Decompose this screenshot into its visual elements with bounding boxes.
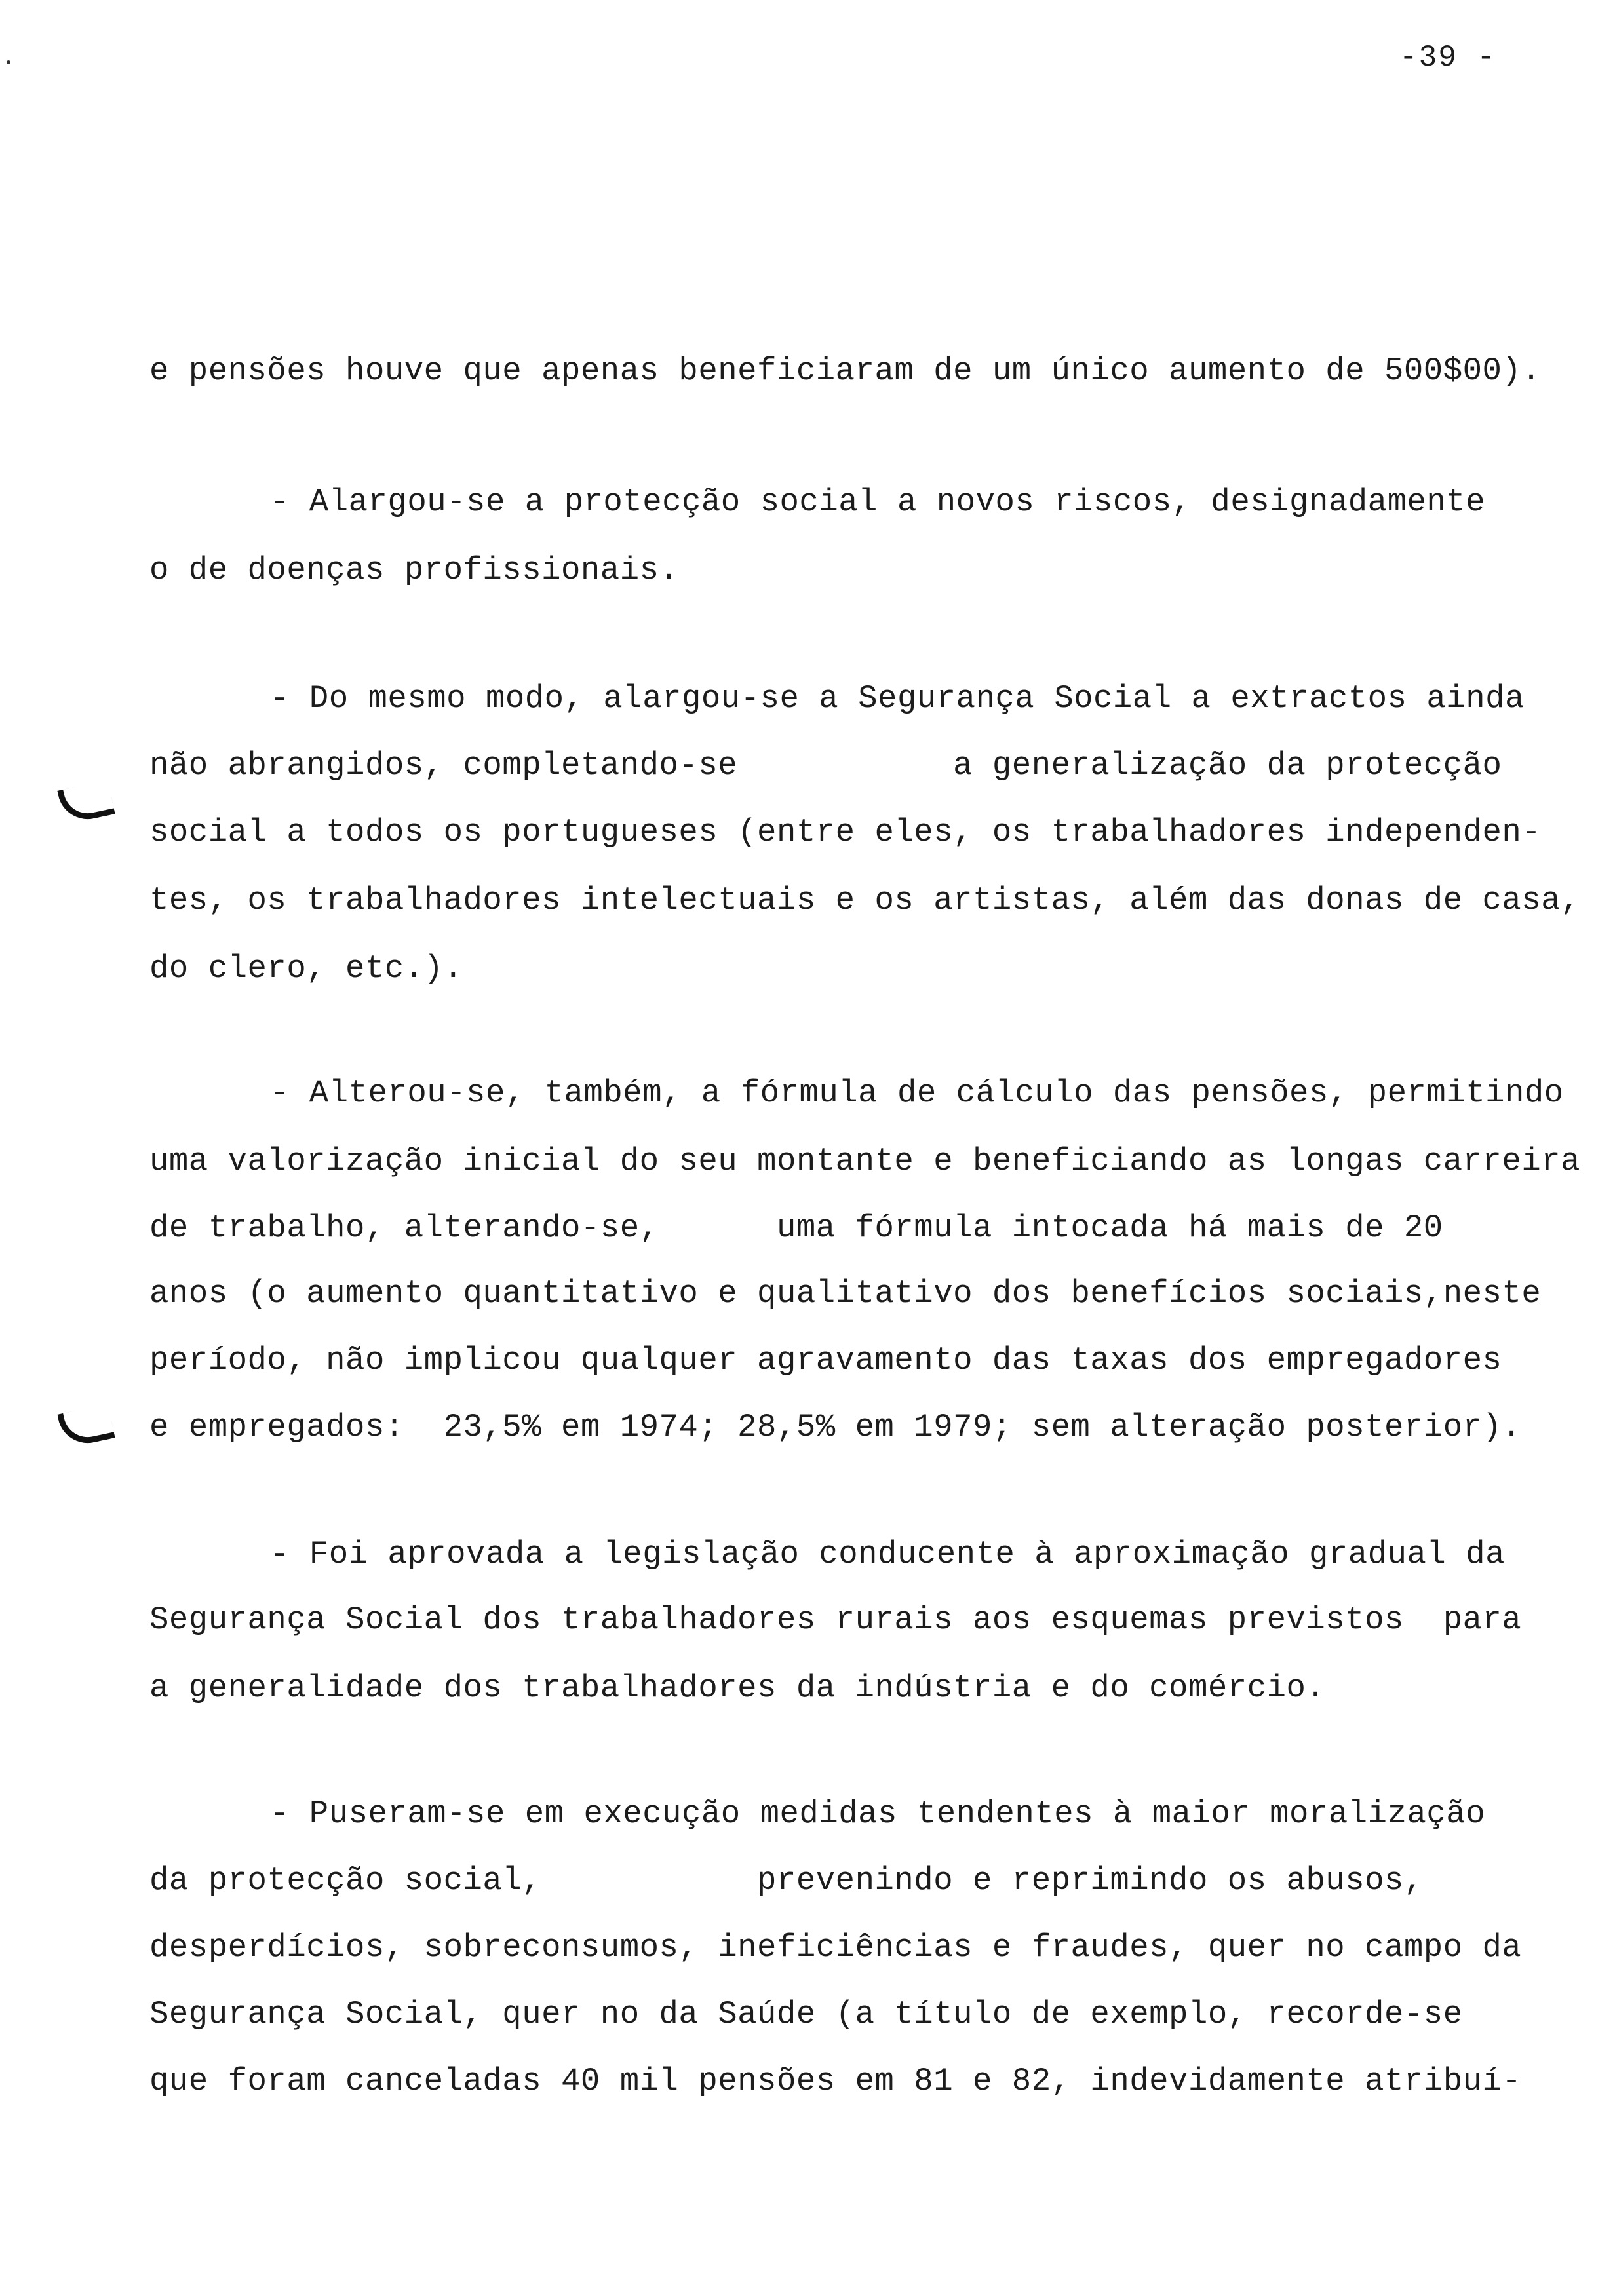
text-line: - Alterou-se, também, a fórmula de cálculo das pensões, permitindo — [270, 1075, 1564, 1111]
margin-check-mark — [57, 1404, 115, 1448]
text-line: da protecção social, prevenindo e reprimindo os abusos, — [149, 1862, 1424, 1899]
text-line: que foram canceladas 40 mil pensões em 81 e 82, indevidamente atribuí- — [149, 2063, 1522, 2099]
text-line: e pensões houve que apenas beneficiaram de um único aumento de 500$00). — [149, 353, 1542, 389]
text-line: Segurança Social dos trabalhadores rurais aos esquemas previstos para — [149, 1601, 1522, 1638]
text-line: o de doenças profissionais. — [149, 552, 679, 588]
text-line: a generalidade dos trabalhadores da indústria e do comércio. — [149, 1670, 1326, 1706]
margin-speck — [7, 60, 10, 64]
text-line: - Puseram-se em execução medidas tendentes à maior moralização — [270, 1795, 1486, 1832]
text-line: anos (o aumento quantitativo e qualitativo dos benefícios sociais,neste — [149, 1275, 1542, 1312]
text-line: Segurança Social, quer no da Saúde (a título de exemplo, recorde-se — [149, 1996, 1463, 2033]
text-line: do clero, etc.). — [149, 950, 463, 987]
text-line: e empregados: 23,5% em 1974; 28,5% em 1979; sem alteração posterior). — [149, 1409, 1522, 1445]
text-line: social a todos os portugueses (entre eles, os trabalhadores independen- — [149, 814, 1542, 851]
text-line: período, não implicou qualquer agravamento das taxas dos empregadores — [149, 1342, 1502, 1379]
text-line: - Do mesmo modo, alargou-se a Segurança Social a extractos ainda — [270, 680, 1525, 717]
text-line: de trabalho, alterando-se, uma fórmula intocada há mais de 20 — [149, 1210, 1443, 1246]
text-line: desperdícios, sobreconsumos, ineficiências e fraudes, quer no campo da — [149, 1929, 1522, 1966]
text-line: uma valorização inicial do seu montante e beneficiando as longas carreira — [149, 1143, 1581, 1179]
page-number: -39 - — [1399, 41, 1497, 75]
text-line: - Alargou-se a protecção social a novos riscos, designadamente — [270, 484, 1486, 520]
text-line: tes, os trabalhadores intelectuais e os artistas, além das donas de casa, — [149, 882, 1581, 919]
margin-check-mark — [57, 780, 115, 824]
text-line: - Foi aprovada a legislação conducente à aproximação gradual da — [270, 1536, 1506, 1573]
text-line: não abrangidos, completando-se a generalização da protecção — [149, 747, 1502, 784]
